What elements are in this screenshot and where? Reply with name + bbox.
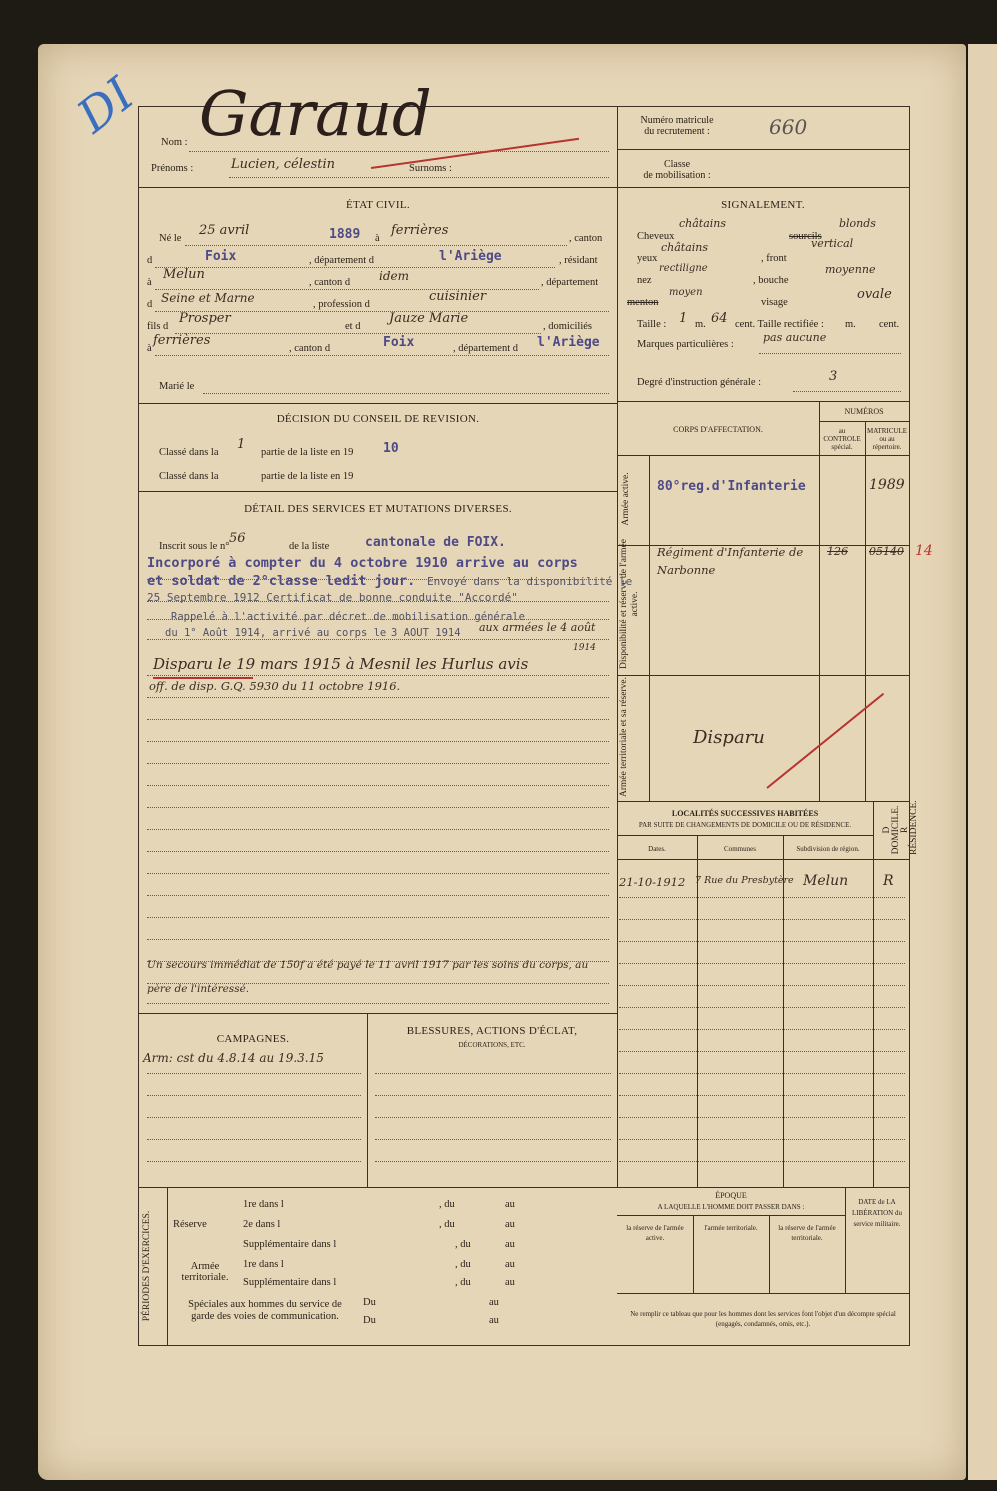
territoriale-t2: Supplémentaire dans l — [243, 1277, 337, 1288]
canton2-value: idem — [379, 269, 409, 283]
reserve-r1: 1re dans l — [243, 1199, 284, 1210]
next-page-edge — [968, 44, 997, 1480]
reserve-r2: 2e dans l — [243, 1219, 281, 1230]
signalement-title: SIGNALEMENT. — [721, 199, 805, 211]
date-liberation-title: DATE de LA LIBÉRATION du service militaire. — [852, 1198, 902, 1228]
cent2-label: cent. — [879, 319, 900, 330]
bouche-label: , bouche — [753, 275, 789, 286]
corps-header: CORPS D'AFFECTATION. — [673, 425, 763, 434]
epoque-c3: la réserve de l'armée territoriale. — [778, 1224, 836, 1242]
matricule-value: 660 — [769, 115, 808, 139]
reserve-label: Réserve — [173, 1219, 207, 1230]
reserve-r3-du: , du — [455, 1239, 471, 1250]
services-line4: Rappelé à l'activité par décret de mobilisation générale — [171, 611, 526, 623]
sourcils-value: blonds — [839, 217, 876, 230]
a2-label: à — [147, 277, 152, 288]
birth-place: ferrières — [391, 223, 449, 238]
epoque-c2: l'armée territoriale. — [704, 1224, 758, 1232]
resident-label: , résidant — [559, 255, 598, 266]
territoriale-t1-au: au — [505, 1259, 515, 1270]
birth-year: 1889 — [329, 227, 361, 242]
col-communes: Communes — [724, 845, 756, 853]
parents-canton: Foix — [383, 335, 415, 350]
blessures-subtitle: DÉCORATIONS, ETC. — [458, 1041, 526, 1049]
mother-name: Jauze Marie — [389, 311, 469, 326]
armee-territoriale-label: Armée territoriale. — [181, 1261, 229, 1283]
nez-label: nez — [637, 275, 652, 286]
reserve-r1-du: , du — [439, 1199, 455, 1210]
canton-label: , canton — [569, 233, 603, 244]
service-record-form — [138, 77, 933, 1346]
a3-label: à — [147, 343, 152, 354]
reserve-r2-au: au — [505, 1219, 515, 1230]
inscrit-label: Inscrit sous le n° — [159, 541, 230, 552]
localites-title: LOCALITÉS SUCCESSIVES HABITÉES — [671, 809, 819, 818]
parents-dept: l'Ariège — [537, 335, 600, 350]
loc-row-date: 21-10-1912 — [619, 875, 686, 889]
marques-value: pas aucune — [763, 331, 827, 344]
birth-date: 25 avril — [199, 223, 250, 238]
surname-value: Garaud — [199, 77, 432, 150]
taille-label: Taille : — [637, 319, 667, 330]
departement-d2-label: , département d — [453, 343, 519, 354]
epoque-note: Ne remplir ce tableau que pour les hommes dont les services font l'objet d'un décompte spécial (engagés, condamnés, omis, etc.). — [630, 1310, 896, 1328]
front-value: vertical — [811, 237, 854, 250]
disparu-line2: off. de disp. G.Q. 5930 du 11 octobre 1916. — [149, 679, 401, 693]
blessures-title: BLESSURES, ACTIONS D'ÉCLAT, — [406, 1025, 578, 1037]
marques-label: Marques particulières : — [637, 339, 734, 350]
loc-row-subdivision: Melun — [803, 873, 849, 889]
speciales-au2: au — [489, 1315, 499, 1326]
armee-active-label: Armée active. — [621, 472, 631, 526]
disparu-line: Disparu le 19 mars 1915 à Mesnil les Hurlus avis — [153, 655, 529, 673]
corps-row1-value: 80°reg.d'Infanterie — [657, 479, 806, 494]
cheveux-value: châtains — [679, 217, 727, 230]
et-d-label: et d — [345, 321, 361, 332]
departement2-label: , département — [541, 277, 599, 288]
degre-value: 3 — [829, 369, 838, 384]
nez-value: rectiligne — [659, 263, 708, 274]
parents-place: ferrières — [153, 333, 211, 348]
territoriale-t1-du: , du — [455, 1259, 471, 1270]
col-dates: Dates. — [648, 845, 666, 853]
nom-label: Nom : — [161, 137, 188, 148]
degre-label: Degré d'instruction générale : — [637, 377, 762, 388]
speciales-au1: au — [489, 1297, 499, 1308]
secours-line1: Un secours immédiat de 150f a été payé le 11 avril 1917 par les soins du corps, au — [147, 959, 589, 971]
taille-m-label: m. — [695, 319, 706, 330]
secours-line2: père de l'intéressé. — [147, 983, 250, 995]
corps-row2-matricule: 05140 — [869, 545, 904, 558]
ne-le-label: Né le — [159, 233, 182, 244]
epoque-subtitle: A LAQUELLE L'HOMME DOIT PASSER DANS : — [657, 1203, 805, 1211]
services-line3: 25 Septembre 1912 Certificat de bonne conduite "Accordé" — [147, 591, 518, 604]
sourcils-label: sourcils — [789, 231, 822, 242]
periodes-side-label: PÉRIODES D'EXERCICES. — [142, 1210, 152, 1322]
decision-title: DÉCISION DU CONSEIL DE REVISION. — [276, 413, 480, 425]
services-line5a: du 1° Août 1914, arrivé au corps le — [165, 627, 387, 639]
col-subdivision: Subdivision de région. — [796, 845, 860, 853]
taille-value: 1 — [679, 311, 688, 326]
d2-label: d — [147, 299, 153, 310]
corps-row1-matricule: 1989 — [869, 477, 905, 493]
services-line1: Incorporé à compter du 4 octobre 1910 arrive au corps — [147, 555, 578, 571]
col-dr: D DOMICILE. R RÉSIDENCE. — [882, 800, 919, 855]
menton-label: menton — [627, 297, 659, 308]
prenoms-label: Prénoms : — [151, 163, 194, 174]
surnoms-label: Surnoms : — [409, 163, 452, 174]
loc-row-dr: R — [883, 873, 894, 889]
departement-value: l'Ariège — [439, 249, 502, 264]
matricule-label: Numéro matricule du recrutement : — [640, 115, 714, 137]
territoriale-t2-du: , du — [455, 1277, 471, 1288]
canton-d-label: , canton d — [309, 277, 351, 288]
bouche-value: moyenne — [825, 263, 876, 276]
epoque-title: ÉPOQUE — [715, 1191, 747, 1200]
taille-rectifiee-label: cent. Taille rectifiée : — [735, 319, 824, 330]
services-line5d: 1914 — [573, 643, 596, 653]
speciales-du2: Du — [363, 1315, 376, 1326]
decision-line1-b: partie de la liste en 19 — [261, 447, 354, 458]
yeux-value: châtains — [661, 241, 709, 254]
decision-line1-year: 10 — [383, 441, 399, 456]
inscrit-num: 56 — [229, 531, 246, 546]
reserve-r3: Supplémentaire dans l — [243, 1239, 337, 1250]
departement-label: , département d — [309, 255, 375, 266]
corps-row2-value: Régiment d'Infanterie de Narbonne — [657, 545, 804, 577]
controle-header: au CONTROLE spécial. — [823, 427, 861, 451]
corps-row2-controle: 126 — [827, 545, 848, 558]
reserve-r3-au: au — [505, 1239, 515, 1250]
d-label: d — [147, 255, 153, 266]
corner-mark: DI — [67, 66, 144, 144]
loc-row-commune: 7 Rue du Presbytère — [695, 875, 794, 886]
territoriale-t2-au: au — [505, 1277, 515, 1288]
dept2-value: Seine et Marne — [161, 291, 255, 305]
services-title: DÉTAIL DES SERVICES ET MUTATIONS DIVERSES. — [244, 503, 512, 515]
services-line5c: aux armées le 4 août — [479, 621, 596, 634]
decision-line2-b: partie de la liste en 19 — [261, 471, 354, 482]
campagnes-value: Arm: cst du 4.8.14 au 19.3.15 — [143, 1051, 324, 1065]
cheveux-label: Cheveux — [637, 231, 675, 242]
marie-label: Marié le — [159, 381, 195, 392]
taille-cm-value: 64 — [711, 311, 728, 326]
matricule-col-header: MATRICULE ou au répertoire. — [866, 427, 908, 451]
decision-line1-a: Classé dans la — [159, 447, 219, 458]
localites-subtitle: PAR SUITE DE CHANGEMENTS DE DOMICILE OU DE RÉSIDENCE. — [638, 821, 852, 829]
services-line2a: et soldat de 2°classe ledit jour. — [147, 573, 416, 589]
corps-row3-value: Disparu — [693, 727, 765, 748]
decision-line1-part: 1 — [237, 437, 246, 452]
a-label: à — [375, 233, 380, 244]
father-name: Prosper — [179, 311, 231, 326]
yeux-label: yeux — [637, 253, 658, 264]
services-line2b: Envoyé dans la disponibilité le — [427, 575, 633, 588]
territoriale-t1: 1re dans l — [243, 1259, 284, 1270]
prenoms-value: Lucien, célestin — [231, 157, 336, 172]
m2-label: m. — [845, 319, 856, 330]
liste-label: de la liste — [289, 541, 330, 552]
speciales-du1: Du — [363, 1297, 376, 1308]
corps-row2-red-mark: 14 — [915, 543, 933, 559]
decision-line2-a: Classé dans la — [159, 471, 219, 482]
fils-label: fils d — [147, 321, 169, 332]
epoque-c1: la réserve de l'armée active. — [626, 1224, 684, 1242]
services-line5b: 3 AOUT 1914 — [391, 627, 461, 639]
residence-value: Melun — [163, 267, 205, 282]
liste-value: cantonale de FOIX. — [365, 535, 506, 550]
reserve-r2-du: , du — [439, 1219, 455, 1230]
disponibilite-label: Disponibilité et réserve de l'armée active. — [619, 539, 640, 669]
profession-value: cuisinier — [429, 289, 487, 304]
reserve-r1-au: au — [505, 1199, 515, 1210]
canton-value: Foix — [205, 249, 237, 264]
visage-value: ovale — [857, 287, 892, 302]
territoriale-label: Armée territoriale et sa réserve. — [619, 676, 629, 797]
numeros-header: NUMÉROS — [844, 407, 884, 416]
visage-label: visage — [761, 297, 788, 308]
classe-label: Classe de mobilisation : — [643, 159, 711, 181]
canton-d2-label: , canton d — [289, 343, 331, 354]
domicilies-label: , domiciliés — [543, 321, 592, 332]
etat-civil-title: ÉTAT CIVIL. — [346, 199, 410, 211]
front-label: , front — [761, 253, 787, 264]
campagnes-title: CAMPAGNES. — [216, 1033, 290, 1045]
profession-label: , profession d — [313, 299, 370, 310]
speciales-label: Spéciales aux hommes du service de garde des voies de communication. — [188, 1299, 342, 1322]
menton-value: moyen — [669, 287, 703, 298]
